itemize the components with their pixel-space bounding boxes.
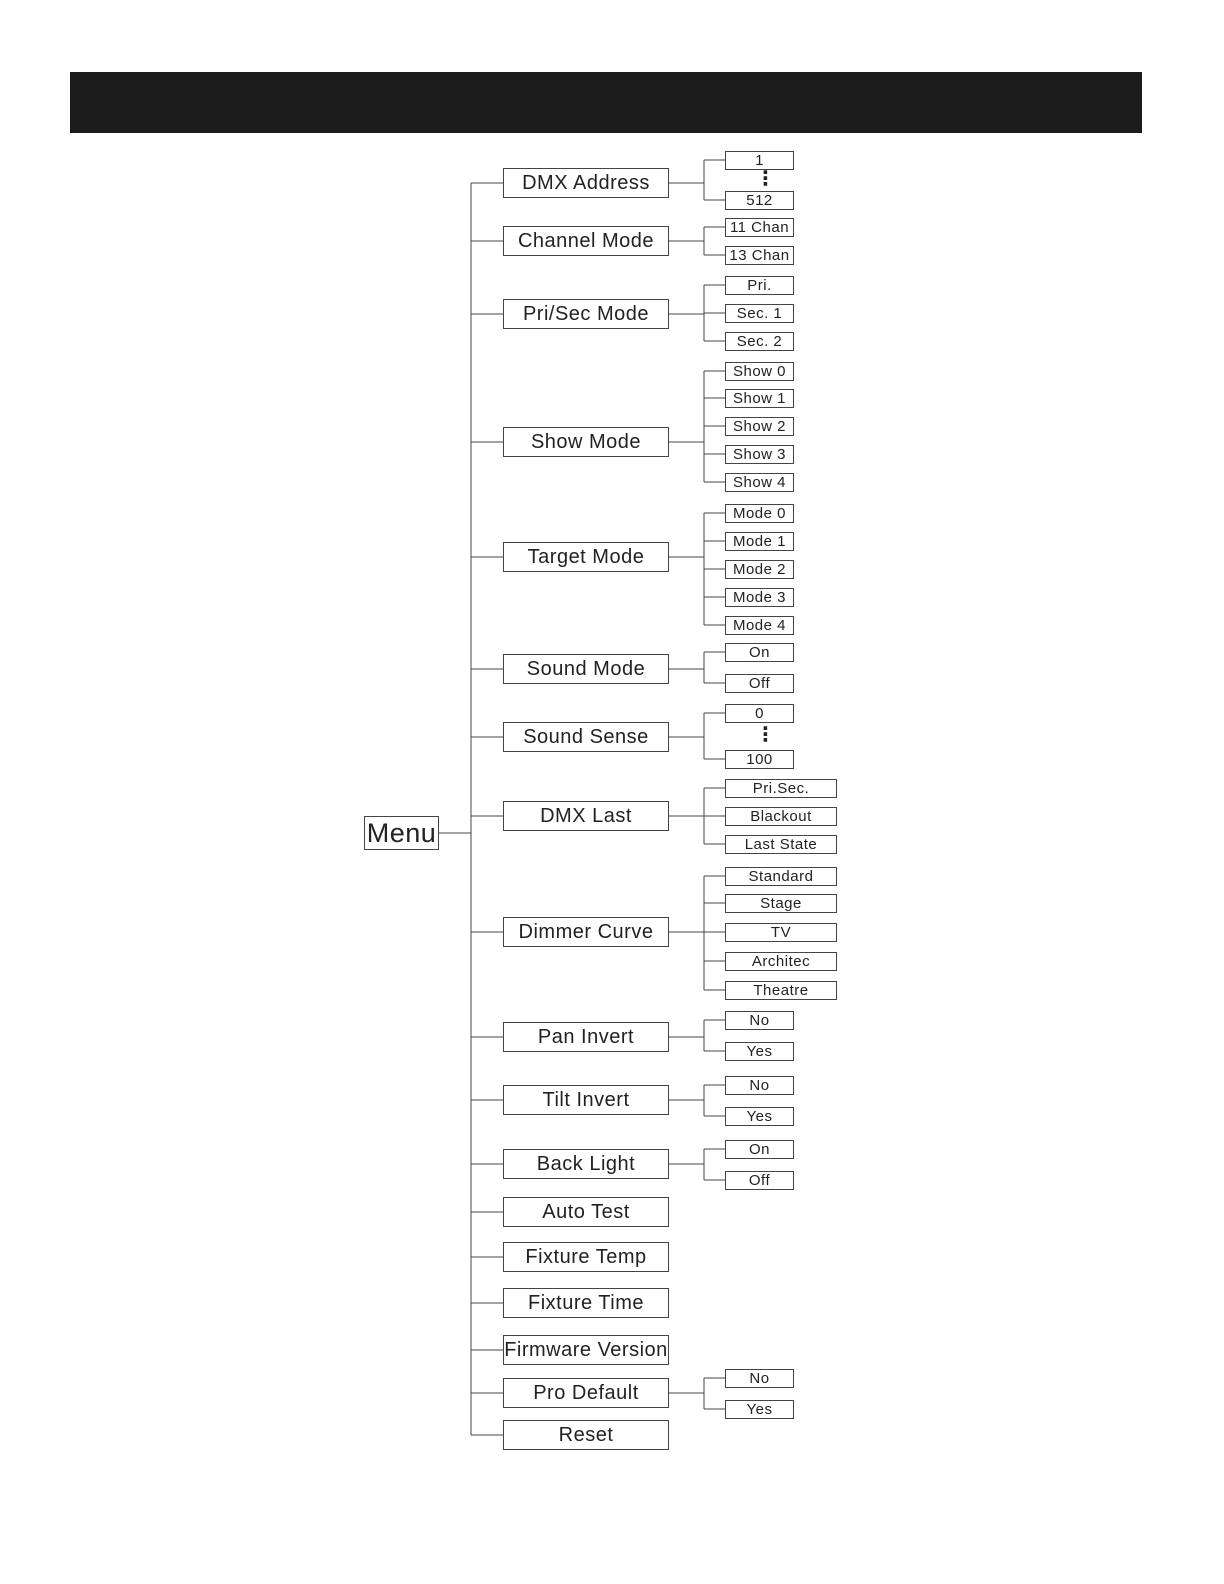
option-dmx-last-blackout: Blackout bbox=[725, 807, 837, 826]
option-dimmer-curve-standard: Standard bbox=[725, 867, 837, 886]
option-target-mode-mode-2: Mode 2 bbox=[725, 560, 794, 579]
menu-item-firmware-version: Firmware Version bbox=[503, 1335, 669, 1365]
option-pri-sec-mode-sec-2: Sec. 2 bbox=[725, 332, 794, 351]
option-tilt-invert-yes: Yes bbox=[725, 1107, 794, 1126]
option-show-mode-show-2: Show 2 bbox=[725, 417, 794, 436]
option-channel-mode-13-chan: 13 Chan bbox=[725, 246, 794, 265]
menu-item-dmx-address: DMX Address bbox=[503, 168, 669, 198]
menu-item-pan-invert: Pan Invert bbox=[503, 1022, 669, 1052]
option-target-mode-mode-4: Mode 4 bbox=[725, 616, 794, 635]
option-target-mode-mode-3: Mode 3 bbox=[725, 588, 794, 607]
option-pro-default-yes: Yes bbox=[725, 1400, 794, 1419]
menu-item-show-mode: Show Mode bbox=[503, 427, 669, 457]
option-pri-sec-mode-sec-1: Sec. 1 bbox=[725, 304, 794, 323]
option-sound-sense-100: 100 bbox=[725, 750, 794, 769]
option-tilt-invert-no: No bbox=[725, 1076, 794, 1095]
option-show-mode-show-4: Show 4 bbox=[725, 473, 794, 492]
option-target-mode-mode-1: Mode 1 bbox=[725, 532, 794, 551]
option-back-light-off: Off bbox=[725, 1171, 794, 1190]
option-sound-sense-0: 0 bbox=[725, 704, 794, 723]
option-dimmer-curve-tv: TV bbox=[725, 923, 837, 942]
option-sound-mode-on: On bbox=[725, 643, 794, 662]
option-dmx-address-1: 1 bbox=[725, 151, 794, 170]
menu-item-pri-sec-mode: Pri/Sec Mode bbox=[503, 299, 669, 329]
range-ellipsis-icon: ⋮ bbox=[755, 724, 776, 746]
option-back-light-on: On bbox=[725, 1140, 794, 1159]
menu-item-dimmer-curve: Dimmer Curve bbox=[503, 917, 669, 947]
option-pan-invert-no: No bbox=[725, 1011, 794, 1030]
option-dimmer-curve-architec: Architec bbox=[725, 952, 837, 971]
option-show-mode-show-3: Show 3 bbox=[725, 445, 794, 464]
option-dmx-address-512: 512 bbox=[725, 191, 794, 210]
option-pan-invert-yes: Yes bbox=[725, 1042, 794, 1061]
menu-item-fixture-temp: Fixture Temp bbox=[503, 1242, 669, 1272]
range-ellipsis-icon: ⋮ bbox=[755, 168, 776, 190]
menu-item-auto-test: Auto Test bbox=[503, 1197, 669, 1227]
menu-item-fixture-time: Fixture Time bbox=[503, 1288, 669, 1318]
option-pro-default-no: No bbox=[725, 1369, 794, 1388]
option-channel-mode-11-chan: 11 Chan bbox=[725, 218, 794, 237]
option-dmx-last-last-state: Last State bbox=[725, 835, 837, 854]
option-dimmer-curve-stage: Stage bbox=[725, 894, 837, 913]
option-show-mode-show-0: Show 0 bbox=[725, 362, 794, 381]
menu-item-dmx-last: DMX Last bbox=[503, 801, 669, 831]
option-pri-sec-mode-pri: Pri. bbox=[725, 276, 794, 295]
option-sound-mode-off: Off bbox=[725, 674, 794, 693]
option-dmx-last-pri-sec: Pri.Sec. bbox=[725, 779, 837, 798]
option-dimmer-curve-theatre: Theatre bbox=[725, 981, 837, 1000]
menu-item-reset: Reset bbox=[503, 1420, 669, 1450]
option-show-mode-show-1: Show 1 bbox=[725, 389, 794, 408]
menu-item-back-light: Back Light bbox=[503, 1149, 669, 1179]
root-menu-box: Menu bbox=[364, 816, 439, 850]
menu-item-pro-default: Pro Default bbox=[503, 1378, 669, 1408]
menu-item-tilt-invert: Tilt Invert bbox=[503, 1085, 669, 1115]
menu-item-sound-mode: Sound Mode bbox=[503, 654, 669, 684]
menu-item-target-mode: Target Mode bbox=[503, 542, 669, 572]
option-target-mode-mode-0: Mode 0 bbox=[725, 504, 794, 523]
menu-item-sound-sense: Sound Sense bbox=[503, 722, 669, 752]
menu-item-channel-mode: Channel Mode bbox=[503, 226, 669, 256]
